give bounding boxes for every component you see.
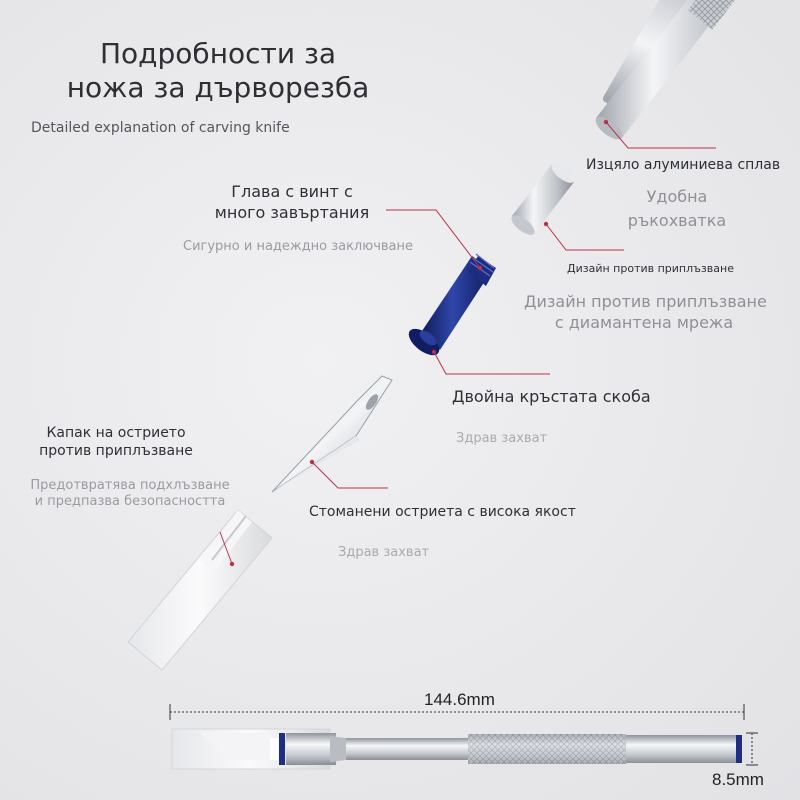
screw-head-label-line2: много завъртания (214, 203, 370, 222)
lock-label: Сигурно и надеждно заключване (183, 239, 413, 254)
aluminum-label: Изцяло алуминиева сплав (586, 157, 781, 173)
length-dimension-label: 144.6mm (424, 690, 495, 709)
cap-label-line1: Капак на острието (46, 425, 186, 441)
diameter-dimension-line (746, 733, 758, 765)
grip-label-line1: Удобна (646, 187, 708, 206)
page-subtitle: Detailed explanation of carving knife (31, 120, 290, 136)
grip-strong-label-1: Здрав захват (456, 431, 548, 446)
page-title-line1: Подробности за (99, 37, 336, 70)
blade-cap-icon (128, 510, 272, 670)
diamond-label-line1: Дизайн против приплъзване (524, 292, 767, 311)
screw-chuck-icon (404, 254, 496, 360)
diamond-label-line2: с диамантена мрежа (554, 313, 734, 332)
prevent-label-line2: и предпазва безопасността (34, 494, 226, 509)
cap-label-line2: против приплъзване (39, 443, 193, 459)
page-title-line2: ножа за дърворезба (66, 71, 370, 104)
prevent-label-line1: Предотвратява подхлъзване (30, 478, 230, 493)
collet-ring-icon (508, 160, 577, 239)
diameter-dimension-label: 8.5mm (712, 770, 764, 789)
steel-blades-label: Стоманени остриета с висока якост (309, 504, 576, 520)
knife-handle-body (592, 0, 760, 143)
cross-clamp-label: Двойна кръстата скоба (452, 387, 651, 406)
antislip-small-label: Дизайн против приплъзване (567, 262, 734, 275)
blade-icon (272, 376, 392, 492)
assembled-knife-icon (172, 729, 742, 769)
grip-label-line2: ръкохватка (627, 211, 727, 230)
grip-strong-label-2: Здрав захват (338, 545, 430, 560)
screw-head-label-line1: Глава с винт с (231, 182, 353, 201)
